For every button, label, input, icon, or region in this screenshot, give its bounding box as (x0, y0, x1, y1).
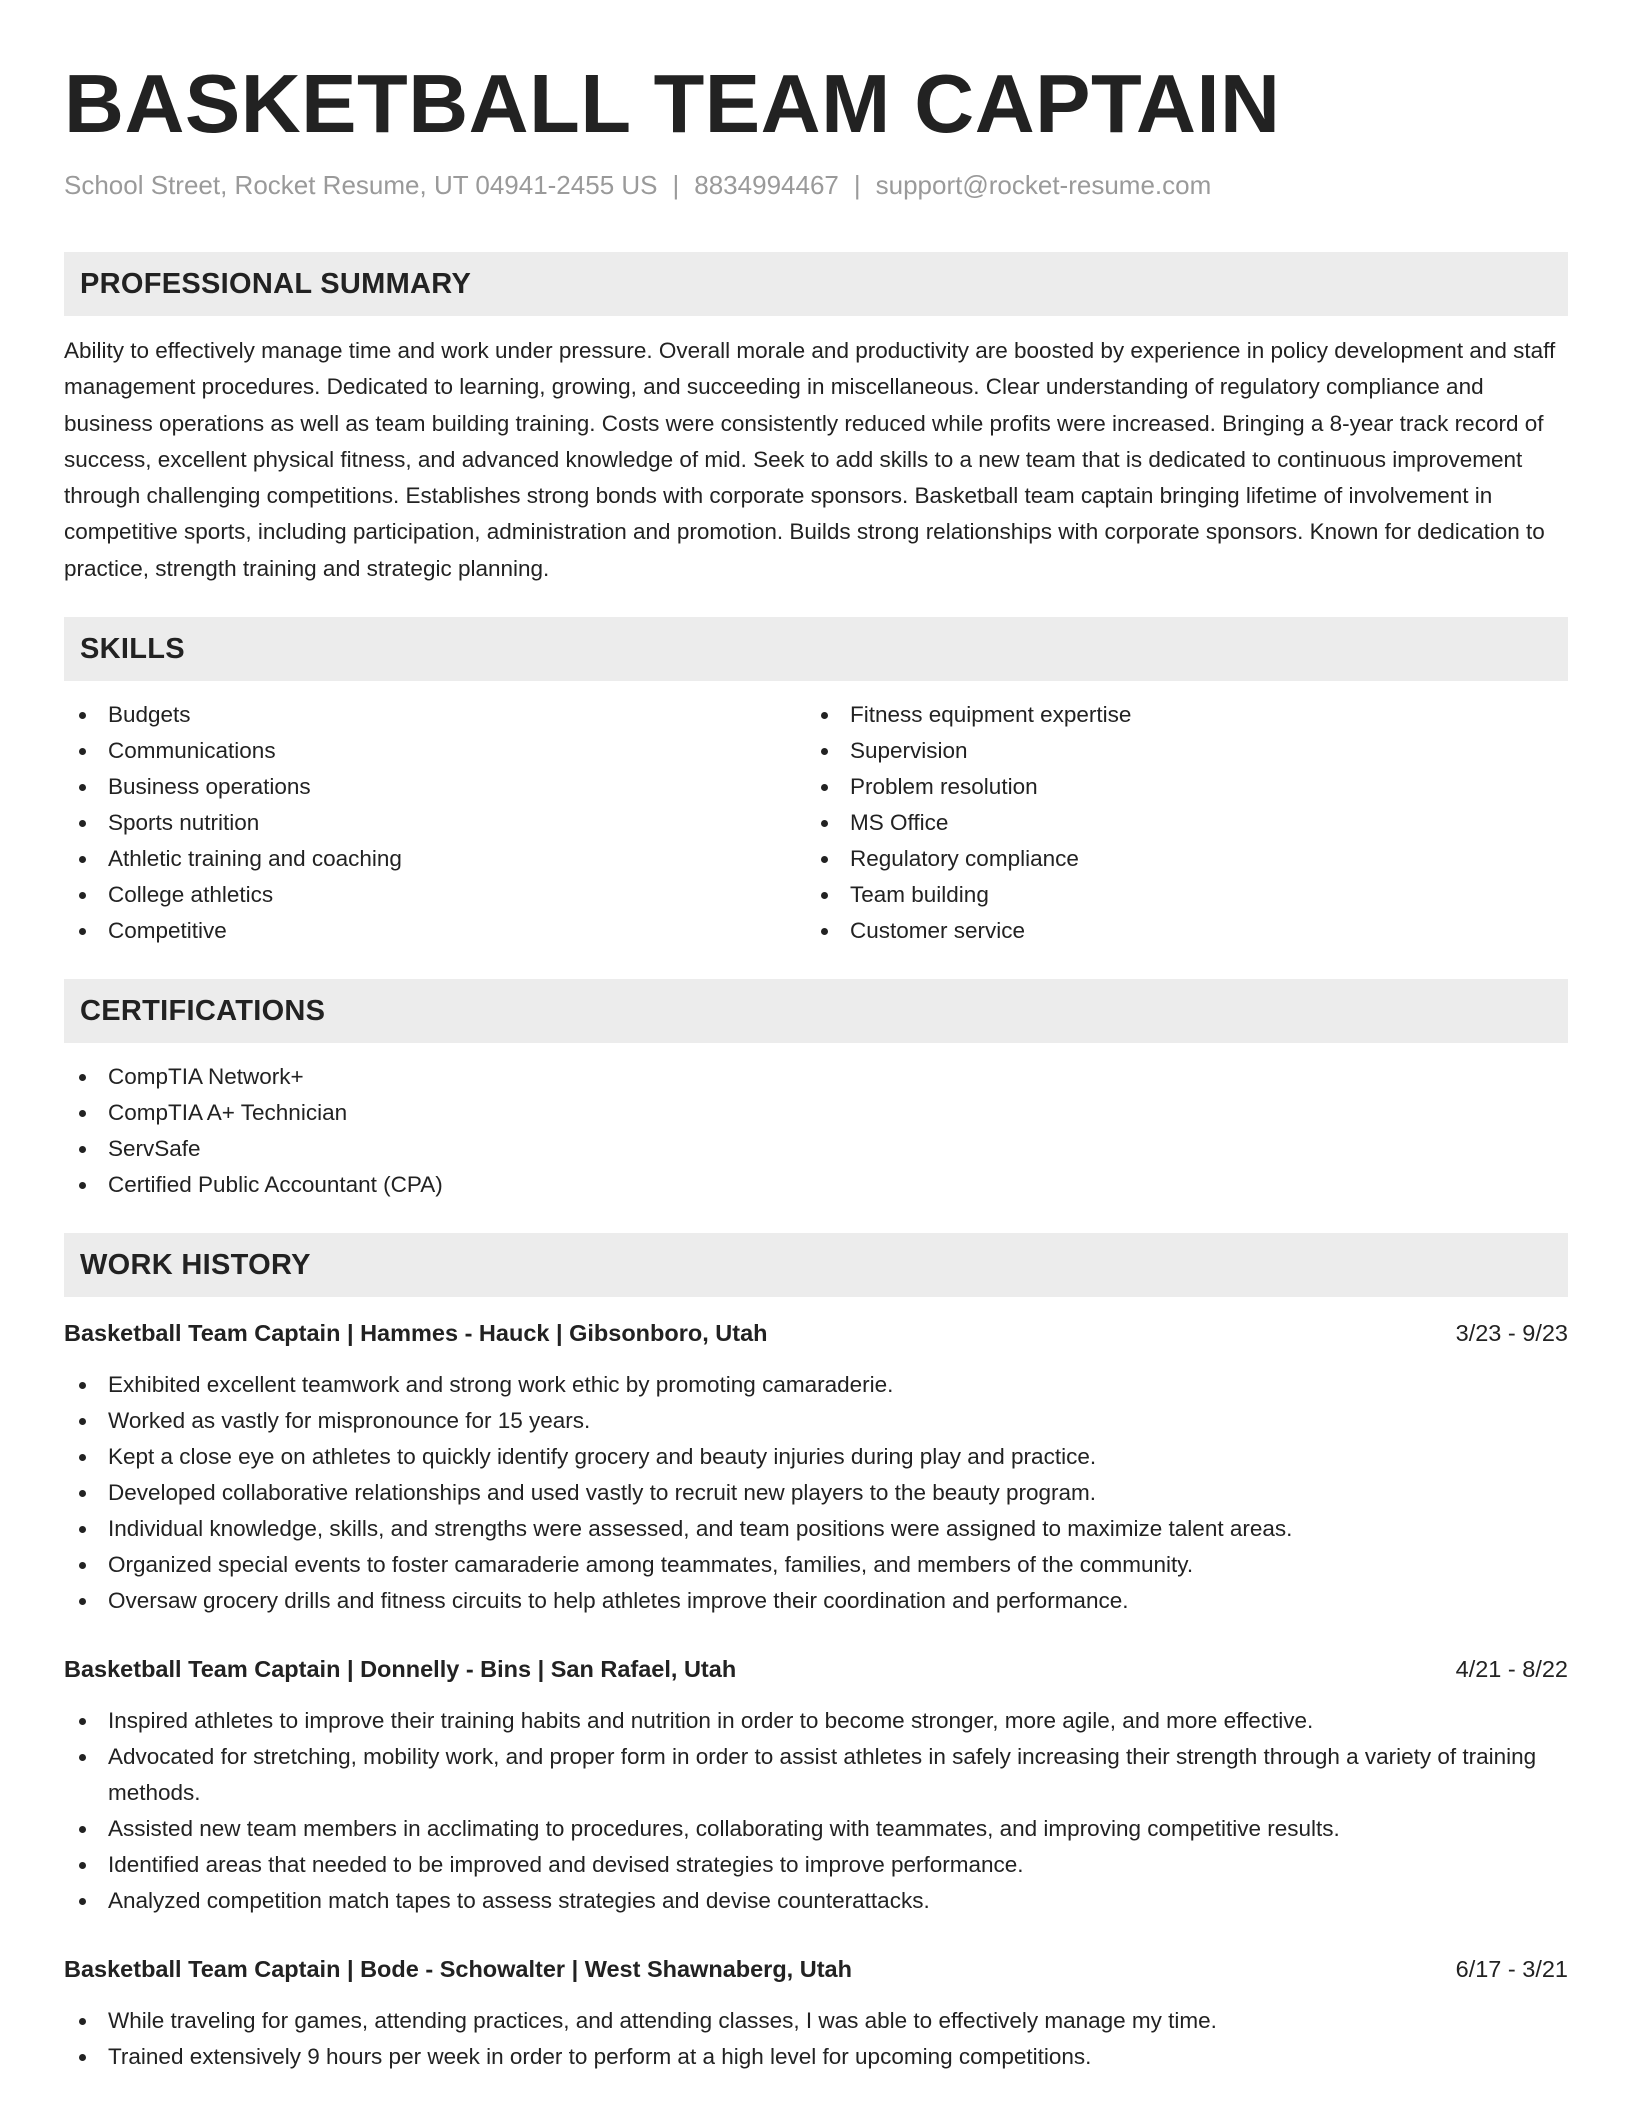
job-header (64, 1315, 1568, 1351)
summary-text: Ability to effectively manage time and work under pressure. Overall morale and productivity are boosted by experience in policy development and staff management procedures. Dedicated to learning, growing, and succeeding in miscellaneous. Clear understanding of regulatory compliance and business operations as well as team building training. Costs were consistently reduced while profits were increased. Bringing a 8-year track record of success, excellent physical fitness, and advanced knowledge of mid. Seek to add skills to a new team that is dedicated to continuous improvement through challenging competitions. Establishes strong bonds with corporate sponsors. Basketball team captain bringing lifetime of involvement in competitive sports, including participation, administration and promotion. Builds strong relationships with corporate sponsors. Known for dedication to practice, strength training and strategic planning. (64, 338, 1556, 581)
skill-item: Fitness equipment expertise (806, 697, 1548, 733)
job-bullet: Oversaw grocery drills and fitness circuits to help athletes improve their coordination and performance. (64, 1583, 1568, 1619)
skill-item: Competitive (64, 913, 806, 949)
job-dates: 6/17 - 3/21 (1455, 1956, 1568, 1983)
job-bullets (64, 2003, 1568, 2075)
job-bullet: Identified areas that needed to be improved and devised strategies to improve performance. (64, 1847, 1568, 1883)
job-bullet: Kept a close eye on athletes to quickly identify grocery and beauty injuries during play and practice. (64, 1439, 1568, 1475)
job-bullet: Trained extensively 9 hours per week in order to perform at a high level for upcoming competitions. (64, 2039, 1568, 2075)
job-bullet: Exhibited excellent teamwork and strong work ethic by promoting camaraderie. (64, 1367, 1568, 1403)
skills-list (64, 697, 1568, 949)
skill-item: Problem resolution (806, 769, 1548, 805)
skill-item: Supervision (806, 733, 1548, 769)
skill-item: Business operations (64, 769, 806, 805)
certification-item: ServSafe (64, 1131, 1568, 1167)
summary-heading: PROFESSIONAL SUMMARY (64, 252, 1568, 316)
skill-item: Budgets (64, 697, 806, 733)
skills-column-left (64, 697, 806, 949)
job-bullet: Organized special events to foster camaraderie among teammates, families, and members of the community. (64, 1547, 1568, 1583)
work-history-heading: WORK HISTORY (64, 1233, 1568, 1297)
job-bullet: Advocated for stretching, mobility work, and proper form in order to assist athletes in safely increasing their strength through a variety of training methods. (64, 1739, 1568, 1811)
job-bullets (64, 1367, 1568, 1619)
skill-item: Team building (806, 877, 1548, 913)
job-entry (64, 1651, 1568, 1919)
job-bullet: Inspired athletes to improve their training habits and nutrition in order to become stronger, more agile, and more effective. (64, 1703, 1568, 1739)
skill-item: MS Office (806, 805, 1548, 841)
contact-separator: | (853, 170, 861, 200)
skill-item: Athletic training and coaching (64, 841, 806, 877)
job-entry (64, 1315, 1568, 1619)
skills-heading: SKILLS (64, 617, 1568, 681)
job-title: Basketball Team Captain | Hammes - Hauck | Gibsonboro, Utah (64, 1320, 768, 1347)
contact-separator: | (672, 170, 680, 200)
job-bullets (64, 1703, 1568, 1919)
certifications-heading: CERTIFICATIONS (64, 979, 1568, 1043)
skill-item: Communications (64, 733, 806, 769)
resume-page (64, 0, 1568, 2112)
certifications-list (64, 1059, 1568, 1203)
job-dates: 4/21 - 8/22 (1455, 1656, 1568, 1683)
certification-item: CompTIA Network+ (64, 1059, 1568, 1095)
job-bullet: While traveling for games, attending practices, and attending classes, I was able to effectively manage my time. (64, 2003, 1568, 2039)
contact-phone: 8834994467 (694, 170, 839, 200)
skill-item: Customer service (806, 913, 1548, 949)
skill-item: College athletics (64, 877, 806, 913)
contact-address: School Street, Rocket Resume, UT 04941-2455 US (64, 170, 658, 200)
skills-column-right (806, 697, 1548, 949)
candidate-name: BASKETBALL TEAM CAPTAIN (64, 57, 1281, 150)
job-bullet: Analyzed competition match tapes to assess strategies and devise counterattacks. (64, 1883, 1568, 1919)
certification-item: Certified Public Accountant (CPA) (64, 1167, 1568, 1203)
job-header (64, 1951, 1568, 1987)
skill-item: Sports nutrition (64, 805, 806, 841)
job-bullet: Individual knowledge, skills, and strengths were assessed, and team positions were assigned to maximize talent areas. (64, 1511, 1568, 1547)
contact-line (64, 168, 1568, 202)
job-dates: 3/23 - 9/23 (1455, 1320, 1568, 1347)
job-entry (64, 1951, 1568, 2075)
contact-email: support@rocket-resume.com (875, 170, 1212, 200)
job-bullet: Assisted new team members in acclimating to procedures, collaborating with teammates, and improving competitive results. (64, 1811, 1568, 1847)
job-title: Basketball Team Captain | Bode - Schowalter | West Shawnaberg, Utah (64, 1956, 852, 1983)
job-bullet: Developed collaborative relationships and used vastly to recruit new players to the beauty program. (64, 1475, 1568, 1511)
certification-item: CompTIA A+ Technician (64, 1095, 1568, 1131)
job-bullet: Worked as vastly for mispronounce for 15 years. (64, 1403, 1568, 1439)
job-title: Basketball Team Captain | Donnelly - Bins | San Rafael, Utah (64, 1656, 737, 1683)
job-header (64, 1651, 1568, 1687)
skill-item: Regulatory compliance (806, 841, 1548, 877)
